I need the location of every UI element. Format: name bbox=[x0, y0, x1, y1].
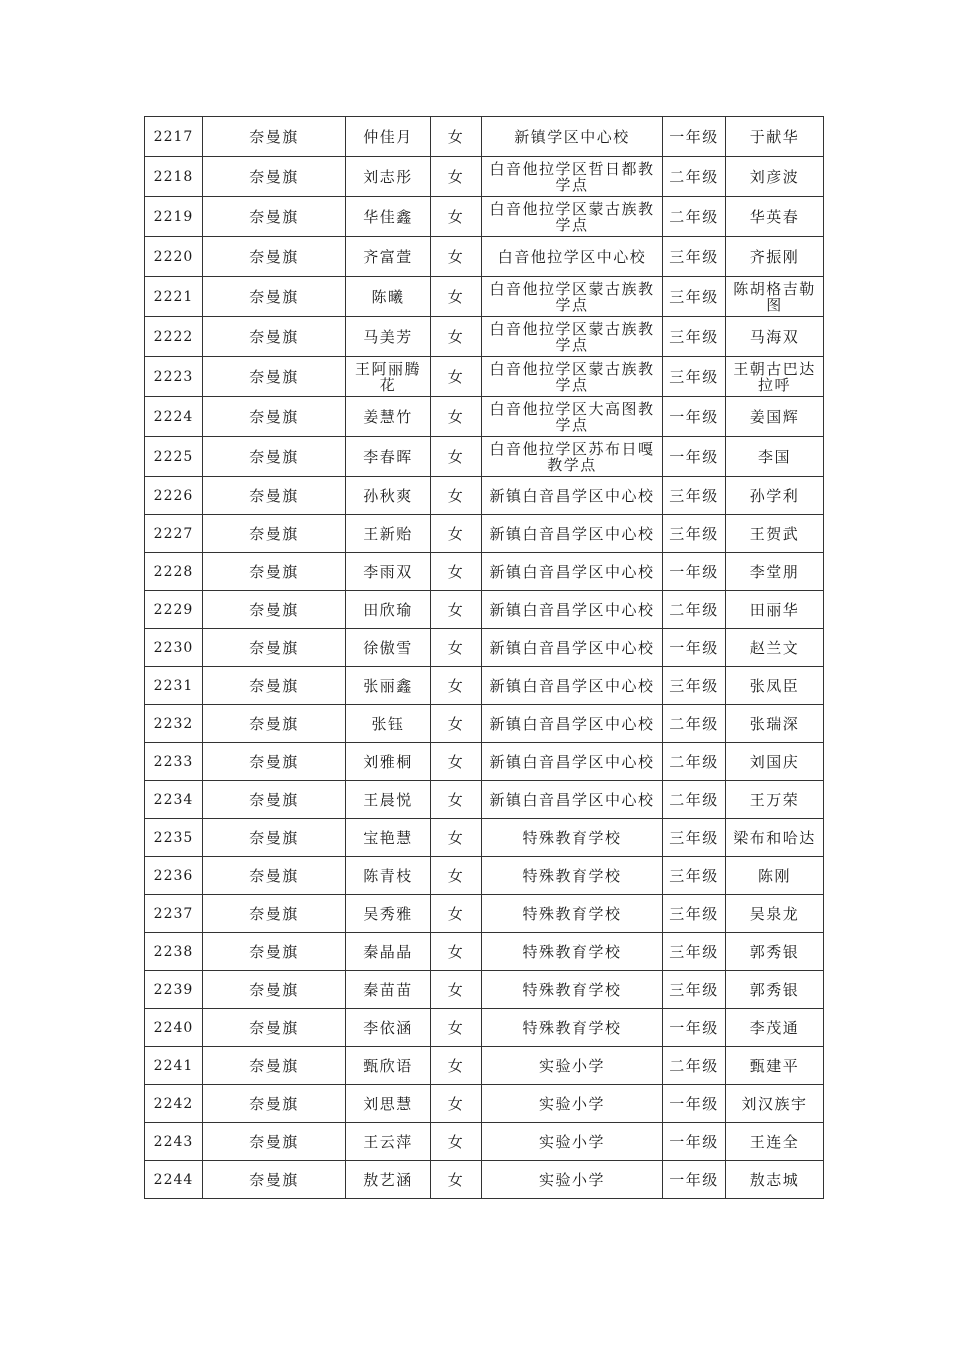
cell-student-name: 仲佳月 bbox=[346, 117, 431, 157]
cell-sex: 女 bbox=[431, 197, 482, 237]
cell-school: 新镇白音昌学区中心校 bbox=[482, 781, 663, 819]
cell-grade: 二年级 bbox=[663, 743, 726, 781]
cell-grade: 三年级 bbox=[663, 895, 726, 933]
cell-student-name: 刘思慧 bbox=[346, 1085, 431, 1123]
roster-table bbox=[144, 116, 824, 1199]
table-row bbox=[145, 197, 824, 237]
cell-grade: 三年级 bbox=[663, 277, 726, 317]
table-row bbox=[145, 971, 824, 1009]
cell-number: 2221 bbox=[145, 277, 203, 317]
cell-grade: 二年级 bbox=[663, 781, 726, 819]
cell-school: 白音他拉学区大高图教学点 bbox=[482, 397, 663, 437]
cell-number: 2236 bbox=[145, 857, 203, 895]
cell-school: 新镇学区中心校 bbox=[482, 117, 663, 157]
cell-school: 新镇白音昌学区中心校 bbox=[482, 477, 663, 515]
cell-student-name: 王阿丽腾花 bbox=[346, 357, 431, 397]
cell-number: 2230 bbox=[145, 629, 203, 667]
cell-guardian: 李堂朋 bbox=[726, 553, 824, 591]
cell-school: 实验小学 bbox=[482, 1123, 663, 1161]
table-row bbox=[145, 629, 824, 667]
cell-sex: 女 bbox=[431, 629, 482, 667]
cell-number: 2219 bbox=[145, 197, 203, 237]
cell-grade: 一年级 bbox=[663, 1123, 726, 1161]
cell-grade: 一年级 bbox=[663, 397, 726, 437]
cell-student-name: 秦苗苗 bbox=[346, 971, 431, 1009]
cell-sex: 女 bbox=[431, 857, 482, 895]
cell-sex: 女 bbox=[431, 1009, 482, 1047]
cell-student-name: 马美芳 bbox=[346, 317, 431, 357]
cell-grade: 三年级 bbox=[663, 477, 726, 515]
cell-grade: 二年级 bbox=[663, 591, 726, 629]
cell-number: 2242 bbox=[145, 1085, 203, 1123]
cell-guardian: 张凤臣 bbox=[726, 667, 824, 705]
cell-sex: 女 bbox=[431, 397, 482, 437]
cell-grade: 三年级 bbox=[663, 357, 726, 397]
cell-number: 2224 bbox=[145, 397, 203, 437]
cell-school: 特殊教育学校 bbox=[482, 857, 663, 895]
cell-grade: 三年级 bbox=[663, 971, 726, 1009]
cell-banner: 奈曼旗 bbox=[203, 157, 346, 197]
cell-student-name: 甄欣语 bbox=[346, 1047, 431, 1085]
cell-banner: 奈曼旗 bbox=[203, 1009, 346, 1047]
cell-school: 新镇白音昌学区中心校 bbox=[482, 743, 663, 781]
table-row bbox=[145, 1047, 824, 1085]
cell-student-name: 陈青枝 bbox=[346, 857, 431, 895]
cell-student-name: 徐傲雪 bbox=[346, 629, 431, 667]
cell-school: 白音他拉学区中心校 bbox=[482, 237, 663, 277]
cell-banner: 奈曼旗 bbox=[203, 971, 346, 1009]
cell-banner: 奈曼旗 bbox=[203, 781, 346, 819]
cell-school: 新镇白音昌学区中心校 bbox=[482, 591, 663, 629]
table-row bbox=[145, 477, 824, 515]
cell-guardian: 王朝古巴达拉呼 bbox=[726, 357, 824, 397]
cell-number: 2231 bbox=[145, 667, 203, 705]
table-row bbox=[145, 515, 824, 553]
cell-grade: 三年级 bbox=[663, 317, 726, 357]
table-row bbox=[145, 743, 824, 781]
cell-school: 新镇白音昌学区中心校 bbox=[482, 667, 663, 705]
cell-school: 白音他拉学区哲日都教学点 bbox=[482, 157, 663, 197]
cell-grade: 一年级 bbox=[663, 117, 726, 157]
table-row bbox=[145, 1085, 824, 1123]
cell-school: 实验小学 bbox=[482, 1161, 663, 1199]
cell-grade: 三年级 bbox=[663, 933, 726, 971]
table-row bbox=[145, 157, 824, 197]
cell-banner: 奈曼旗 bbox=[203, 117, 346, 157]
cell-number: 2240 bbox=[145, 1009, 203, 1047]
cell-banner: 奈曼旗 bbox=[203, 277, 346, 317]
cell-student-name: 秦晶晶 bbox=[346, 933, 431, 971]
cell-grade: 三年级 bbox=[663, 515, 726, 553]
cell-guardian: 王万荣 bbox=[726, 781, 824, 819]
cell-student-name: 刘雅桐 bbox=[346, 743, 431, 781]
cell-grade: 三年级 bbox=[663, 237, 726, 277]
cell-number: 2235 bbox=[145, 819, 203, 857]
cell-guardian: 于献华 bbox=[726, 117, 824, 157]
cell-number: 2223 bbox=[145, 357, 203, 397]
cell-student-name: 齐富萱 bbox=[346, 237, 431, 277]
cell-guardian: 王贺武 bbox=[726, 515, 824, 553]
table-row bbox=[145, 705, 824, 743]
table-row bbox=[145, 237, 824, 277]
cell-grade: 三年级 bbox=[663, 857, 726, 895]
cell-sex: 女 bbox=[431, 515, 482, 553]
cell-number: 2233 bbox=[145, 743, 203, 781]
cell-school: 特殊教育学校 bbox=[482, 819, 663, 857]
cell-student-name: 王晨悦 bbox=[346, 781, 431, 819]
table-row bbox=[145, 553, 824, 591]
cell-guardian: 李茂通 bbox=[726, 1009, 824, 1047]
cell-student-name: 陈曦 bbox=[346, 277, 431, 317]
cell-guardian: 敖志城 bbox=[726, 1161, 824, 1199]
cell-guardian: 刘彦波 bbox=[726, 157, 824, 197]
cell-guardian: 刘国庆 bbox=[726, 743, 824, 781]
cell-sex: 女 bbox=[431, 553, 482, 591]
cell-sex: 女 bbox=[431, 437, 482, 477]
table-row bbox=[145, 397, 824, 437]
cell-grade: 二年级 bbox=[663, 197, 726, 237]
cell-grade: 一年级 bbox=[663, 1161, 726, 1199]
cell-banner: 奈曼旗 bbox=[203, 237, 346, 277]
cell-sex: 女 bbox=[431, 591, 482, 629]
cell-student-name: 李依涵 bbox=[346, 1009, 431, 1047]
cell-student-name: 王云萍 bbox=[346, 1123, 431, 1161]
cell-sex: 女 bbox=[431, 1123, 482, 1161]
cell-school: 特殊教育学校 bbox=[482, 933, 663, 971]
cell-guardian: 郭秀银 bbox=[726, 971, 824, 1009]
cell-guardian: 马海双 bbox=[726, 317, 824, 357]
cell-grade: 一年级 bbox=[663, 1009, 726, 1047]
cell-banner: 奈曼旗 bbox=[203, 553, 346, 591]
cell-student-name: 敖艺涵 bbox=[346, 1161, 431, 1199]
cell-banner: 奈曼旗 bbox=[203, 197, 346, 237]
table-row bbox=[145, 819, 824, 857]
cell-sex: 女 bbox=[431, 819, 482, 857]
cell-number: 2217 bbox=[145, 117, 203, 157]
cell-guardian: 赵兰文 bbox=[726, 629, 824, 667]
cell-school: 实验小学 bbox=[482, 1085, 663, 1123]
cell-number: 2229 bbox=[145, 591, 203, 629]
cell-number: 2243 bbox=[145, 1123, 203, 1161]
cell-number: 2227 bbox=[145, 515, 203, 553]
cell-student-name: 李春晖 bbox=[346, 437, 431, 477]
cell-sex: 女 bbox=[431, 933, 482, 971]
cell-guardian: 华英春 bbox=[726, 197, 824, 237]
table-row bbox=[145, 117, 824, 157]
cell-grade: 一年级 bbox=[663, 553, 726, 591]
cell-guardian: 甄建平 bbox=[726, 1047, 824, 1085]
table-row bbox=[145, 317, 824, 357]
table-row bbox=[145, 1161, 824, 1199]
cell-sex: 女 bbox=[431, 117, 482, 157]
cell-number: 2220 bbox=[145, 237, 203, 277]
cell-grade: 一年级 bbox=[663, 629, 726, 667]
cell-grade: 三年级 bbox=[663, 667, 726, 705]
cell-number: 2225 bbox=[145, 437, 203, 477]
cell-guardian: 齐振刚 bbox=[726, 237, 824, 277]
cell-banner: 奈曼旗 bbox=[203, 515, 346, 553]
cell-guardian: 李国 bbox=[726, 437, 824, 477]
cell-school: 白音他拉学区蒙古族教学点 bbox=[482, 277, 663, 317]
table-row bbox=[145, 895, 824, 933]
cell-school: 白音他拉学区苏布日嘎教学点 bbox=[482, 437, 663, 477]
cell-sex: 女 bbox=[431, 1085, 482, 1123]
cell-student-name: 宝艳慧 bbox=[346, 819, 431, 857]
cell-sex: 女 bbox=[431, 237, 482, 277]
cell-school: 特殊教育学校 bbox=[482, 971, 663, 1009]
table-row bbox=[145, 1123, 824, 1161]
cell-grade: 三年级 bbox=[663, 819, 726, 857]
cell-sex: 女 bbox=[431, 157, 482, 197]
cell-banner: 奈曼旗 bbox=[203, 667, 346, 705]
cell-grade: 一年级 bbox=[663, 437, 726, 477]
cell-banner: 奈曼旗 bbox=[203, 857, 346, 895]
table-row bbox=[145, 781, 824, 819]
cell-banner: 奈曼旗 bbox=[203, 591, 346, 629]
cell-banner: 奈曼旗 bbox=[203, 819, 346, 857]
cell-school: 特殊教育学校 bbox=[482, 895, 663, 933]
cell-school: 白音他拉学区蒙古族教学点 bbox=[482, 197, 663, 237]
cell-guardian: 郭秀银 bbox=[726, 933, 824, 971]
cell-sex: 女 bbox=[431, 743, 482, 781]
cell-number: 2218 bbox=[145, 157, 203, 197]
cell-student-name: 华佳鑫 bbox=[346, 197, 431, 237]
cell-number: 2238 bbox=[145, 933, 203, 971]
cell-banner: 奈曼旗 bbox=[203, 1047, 346, 1085]
cell-guardian: 田丽华 bbox=[726, 591, 824, 629]
cell-number: 2226 bbox=[145, 477, 203, 515]
cell-guardian: 吴泉龙 bbox=[726, 895, 824, 933]
cell-guardian: 张瑞深 bbox=[726, 705, 824, 743]
table-row bbox=[145, 357, 824, 397]
table-row bbox=[145, 437, 824, 477]
cell-sex: 女 bbox=[431, 277, 482, 317]
cell-banner: 奈曼旗 bbox=[203, 895, 346, 933]
cell-sex: 女 bbox=[431, 667, 482, 705]
cell-school: 白音他拉学区蒙古族教学点 bbox=[482, 357, 663, 397]
cell-banner: 奈曼旗 bbox=[203, 1161, 346, 1199]
cell-school: 新镇白音昌学区中心校 bbox=[482, 515, 663, 553]
cell-guardian: 陈刚 bbox=[726, 857, 824, 895]
cell-banner: 奈曼旗 bbox=[203, 705, 346, 743]
cell-number: 2228 bbox=[145, 553, 203, 591]
cell-number: 2241 bbox=[145, 1047, 203, 1085]
cell-number: 2237 bbox=[145, 895, 203, 933]
cell-student-name: 张丽鑫 bbox=[346, 667, 431, 705]
cell-guardian: 孙学利 bbox=[726, 477, 824, 515]
cell-student-name: 王新贻 bbox=[346, 515, 431, 553]
cell-number: 2232 bbox=[145, 705, 203, 743]
cell-number: 2239 bbox=[145, 971, 203, 1009]
cell-school: 白音他拉学区蒙古族教学点 bbox=[482, 317, 663, 357]
cell-banner: 奈曼旗 bbox=[203, 357, 346, 397]
cell-guardian: 刘汉族宇 bbox=[726, 1085, 824, 1123]
cell-student-name: 李雨双 bbox=[346, 553, 431, 591]
cell-sex: 女 bbox=[431, 895, 482, 933]
cell-student-name: 田欣瑜 bbox=[346, 591, 431, 629]
table-row bbox=[145, 857, 824, 895]
table-row bbox=[145, 1009, 824, 1047]
cell-guardian: 王连全 bbox=[726, 1123, 824, 1161]
cell-sex: 女 bbox=[431, 1047, 482, 1085]
cell-sex: 女 bbox=[431, 705, 482, 743]
cell-banner: 奈曼旗 bbox=[203, 933, 346, 971]
cell-banner: 奈曼旗 bbox=[203, 397, 346, 437]
table-row bbox=[145, 933, 824, 971]
cell-grade: 二年级 bbox=[663, 1047, 726, 1085]
cell-sex: 女 bbox=[431, 781, 482, 819]
cell-banner: 奈曼旗 bbox=[203, 629, 346, 667]
cell-guardian: 姜国辉 bbox=[726, 397, 824, 437]
cell-sex: 女 bbox=[431, 477, 482, 515]
cell-school: 特殊教育学校 bbox=[482, 1009, 663, 1047]
cell-grade: 二年级 bbox=[663, 157, 726, 197]
cell-school: 实验小学 bbox=[482, 1047, 663, 1085]
cell-banner: 奈曼旗 bbox=[203, 1085, 346, 1123]
cell-student-name: 张钰 bbox=[346, 705, 431, 743]
cell-student-name: 吴秀雅 bbox=[346, 895, 431, 933]
table-row bbox=[145, 277, 824, 317]
cell-sex: 女 bbox=[431, 1161, 482, 1199]
cell-sex: 女 bbox=[431, 317, 482, 357]
cell-banner: 奈曼旗 bbox=[203, 743, 346, 781]
cell-banner: 奈曼旗 bbox=[203, 1123, 346, 1161]
cell-number: 2222 bbox=[145, 317, 203, 357]
cell-sex: 女 bbox=[431, 357, 482, 397]
cell-grade: 二年级 bbox=[663, 705, 726, 743]
cell-guardian: 陈胡格吉勒图 bbox=[726, 277, 824, 317]
cell-banner: 奈曼旗 bbox=[203, 437, 346, 477]
cell-student-name: 姜慧竹 bbox=[346, 397, 431, 437]
cell-school: 新镇白音昌学区中心校 bbox=[482, 705, 663, 743]
cell-student-name: 孙秋爽 bbox=[346, 477, 431, 515]
cell-number: 2244 bbox=[145, 1161, 203, 1199]
cell-number: 2234 bbox=[145, 781, 203, 819]
cell-grade: 一年级 bbox=[663, 1085, 726, 1123]
cell-sex: 女 bbox=[431, 971, 482, 1009]
cell-banner: 奈曼旗 bbox=[203, 477, 346, 515]
cell-guardian: 梁布和哈达 bbox=[726, 819, 824, 857]
roster-body bbox=[145, 117, 824, 1199]
cell-school: 新镇白音昌学区中心校 bbox=[482, 553, 663, 591]
table-row bbox=[145, 591, 824, 629]
cell-banner: 奈曼旗 bbox=[203, 317, 346, 357]
cell-school: 新镇白音昌学区中心校 bbox=[482, 629, 663, 667]
cell-student-name: 刘志彤 bbox=[346, 157, 431, 197]
table-row bbox=[145, 667, 824, 705]
